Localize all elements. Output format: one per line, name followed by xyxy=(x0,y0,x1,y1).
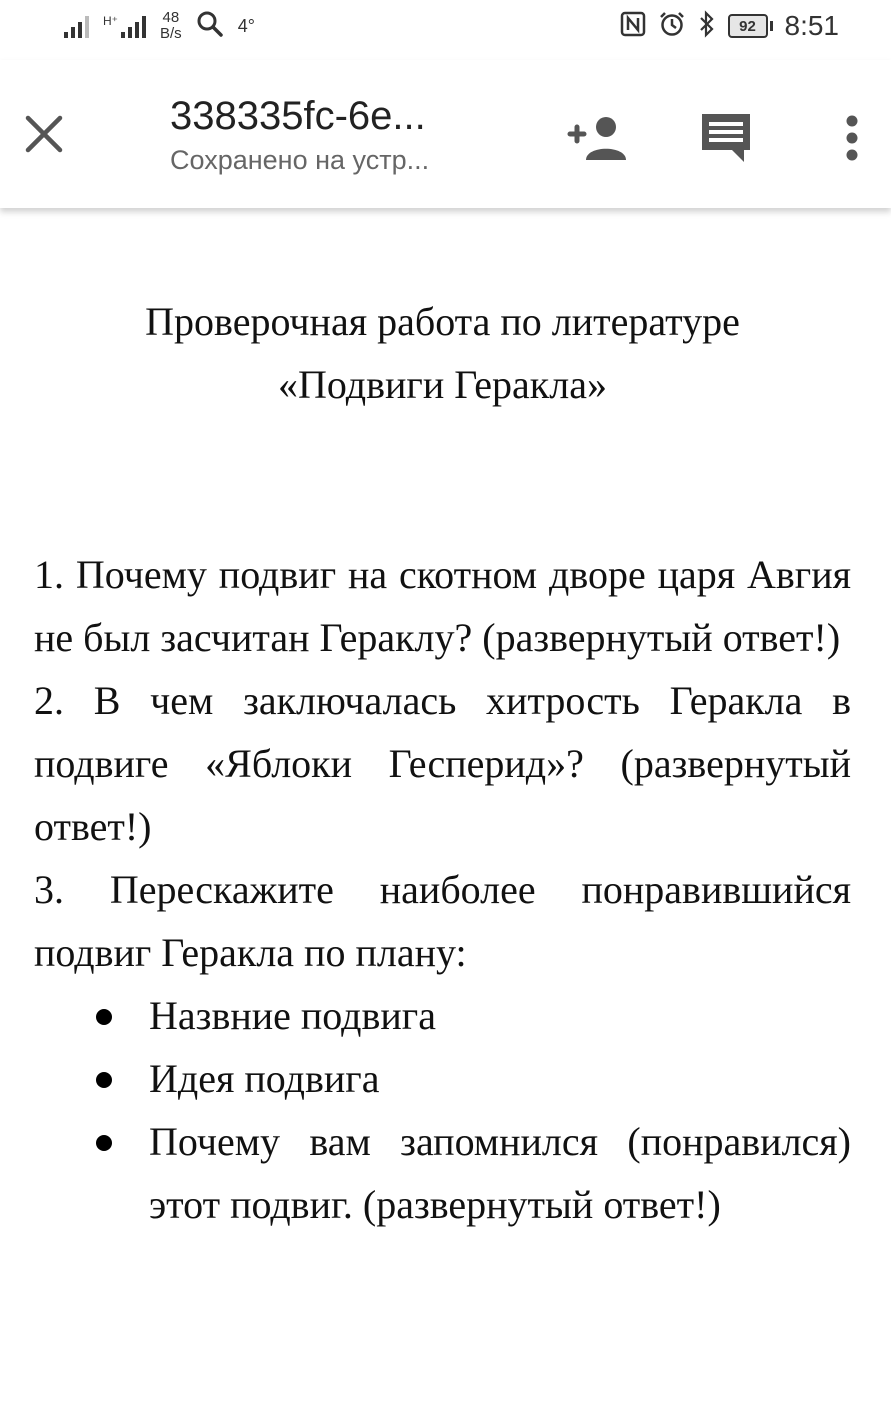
close-button[interactable] xyxy=(18,108,70,160)
comment-icon xyxy=(698,110,754,166)
close-icon xyxy=(24,114,64,154)
network-speed-unit: B/s xyxy=(160,25,182,42)
status-bar xyxy=(0,0,891,52)
heading-line-1: Проверочная работа по литературе xyxy=(145,299,740,344)
temperature-text: 4° xyxy=(237,15,255,36)
document-title: 338335fc-6e... xyxy=(170,94,426,138)
more-options-button[interactable] xyxy=(820,106,884,170)
plan-item-text: Идея подвига xyxy=(149,1056,380,1101)
more-vert-icon xyxy=(844,114,860,162)
bullet-icon xyxy=(96,1135,112,1151)
list-item xyxy=(34,1047,851,1110)
app-bar xyxy=(0,60,891,208)
plan-item-text: Почему вам запомнился (понравился) этот подвиг. (развернутый ответ!) xyxy=(149,1119,851,1227)
plan-list xyxy=(34,984,851,1236)
document-body xyxy=(34,290,851,1236)
save-status: Сохранено на устр... xyxy=(170,145,430,175)
bullet-icon xyxy=(96,1072,112,1088)
comments-button[interactable] xyxy=(694,106,758,170)
status-left-group xyxy=(64,6,255,46)
document-heading xyxy=(34,290,851,416)
search-icon xyxy=(196,10,224,43)
share-button[interactable] xyxy=(566,106,630,170)
alarm-icon xyxy=(658,10,686,43)
nfc-icon xyxy=(620,11,646,42)
list-item xyxy=(34,1110,851,1236)
plan-item-text: Назвние подвига xyxy=(149,993,436,1038)
clock: 8:51 xyxy=(784,10,839,41)
bullet-icon xyxy=(96,1009,112,1025)
bluetooth-icon xyxy=(698,10,716,43)
network-speed-value: 48 xyxy=(162,9,180,26)
network-speed xyxy=(160,10,182,42)
title-block xyxy=(170,90,490,178)
signal-strength-2-icon xyxy=(103,14,146,38)
heading-line-2: «Подвиги Геракла» xyxy=(278,362,607,407)
battery-icon xyxy=(728,14,773,38)
question-1: 1. Почему подвиг на скотном дворе царя Авгия не был засчитан Гераклу? (развернутый ответ!) xyxy=(34,552,851,660)
status-right-group xyxy=(620,6,840,46)
battery-level: 92 xyxy=(739,17,756,35)
network-type-label: H⁺ xyxy=(103,14,118,28)
list-item xyxy=(34,984,851,1047)
signal-strength-icon xyxy=(64,14,89,38)
question-3: 3. Перескажите наиболее понравившийся подвиг Геракла по плану: xyxy=(34,867,851,975)
add-person-icon xyxy=(566,114,630,162)
question-2: 2. В чем заключалась хитрость Геракла в подвиге «Яблоки Гесперид»? (развернутый ответ!) xyxy=(34,678,851,849)
